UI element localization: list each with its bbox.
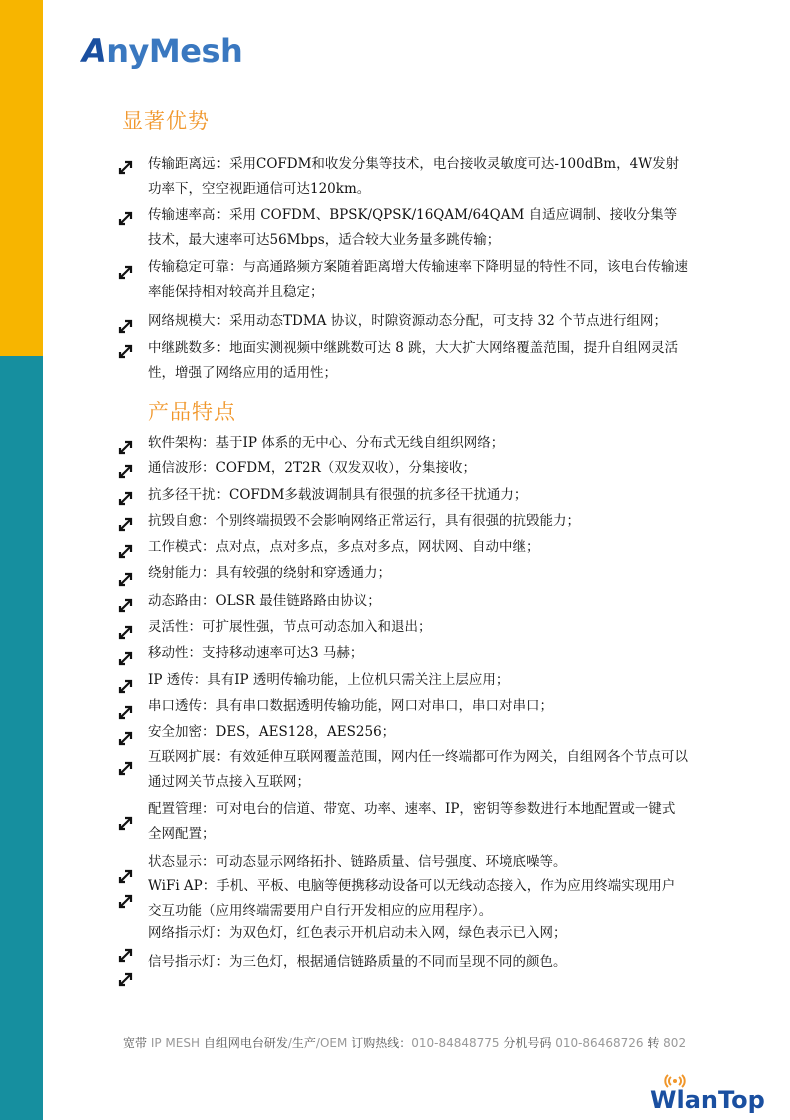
feature-item: 软件架构：基于IP 体系的无中心、分布式无线自组织网络； xyxy=(148,435,505,451)
feature-item: 工作模式：点对点，点对多点，多点对多点，网状网、自动中继； xyxy=(148,539,540,555)
arrow-bullet-icon xyxy=(118,490,134,506)
arrow-bullet-icon xyxy=(118,704,134,720)
feature-item: WiFi AP：手机、平板、电脑等便携移动设备可以无线动态接入，作为应用终端实现用户交互功能（应用终端需要用户自行开发相应的应用程序）。 xyxy=(148,878,676,919)
anymesh-logo: AnyMesh xyxy=(82,32,243,70)
feature-item: 互联网扩展：有效延伸互联网覆盖范围，网内任一终端都可作为网关，自组网各个节点可以通过网关节点接入互联网； xyxy=(148,749,688,790)
advantage-item: 中继跳数多：地面实测视频中继跳数可达 8 跳，大大扩大网络覆盖范围，提升自组网灵活性，增强了网络应用的适用性； xyxy=(148,340,679,381)
feature-item: 抗毁自愈：个别终端损毁不会影响网络正常运行，具有很强的抗毁能力； xyxy=(148,513,580,529)
arrow-bullet-icon xyxy=(118,650,134,666)
feature-item: 通信波形：COFDM，2T2R（双发双收），分集接收； xyxy=(148,460,477,476)
arrow-bullet-icon xyxy=(118,343,134,359)
accent-bar-teal xyxy=(0,356,43,1120)
arrow-bullet-icon xyxy=(118,730,134,746)
feature-item: 绕射能力：具有较强的绕射和穿透通力； xyxy=(148,565,391,581)
accent-bar-yellow xyxy=(0,0,43,356)
feature-item: 信号指示灯：为三色灯，根据通信链路质量的不同而呈现不同的颜色。 xyxy=(148,954,567,970)
arrow-bullet-icon xyxy=(118,971,134,987)
arrow-bullet-icon xyxy=(118,571,134,587)
arrow-bullet-icon xyxy=(118,678,134,694)
section-title-features: 产品特点 xyxy=(148,400,236,424)
advantage-item: 传输速率高：采用 COFDM、BPSK/QPSK/16QAM/64QAM 自适应调制、接收分集等技术，最大速率可达56Mbps，适合较大业务量多跳传输； xyxy=(148,207,678,248)
feature-item: 安全加密：DES，AES128，AES256； xyxy=(148,724,396,740)
feature-item: 状态显示：可动态显示网络拓扑、链路质量、信号强度、环境底噪等。 xyxy=(148,854,567,870)
advantage-item: 传输稳定可靠：与高通路频方案随着距离增大传输速率下降明显的特性不同，该电台传输速率能保持相对较高并且稳定； xyxy=(148,259,688,300)
arrow-bullet-icon xyxy=(118,815,134,831)
arrow-bullet-icon xyxy=(118,463,134,479)
advantage-item: 传输距离远：采用COFDM和收发分集等技术，电台接收灵敏度可达-100dBm，4W发射功率下，空空视距通信可达120km。 xyxy=(148,156,680,197)
advantage-item: 网络规模大：采用动态TDMA 协议，时隙资源动态分配，可支持 32 个节点进行组网； xyxy=(148,313,667,329)
arrow-bullet-icon xyxy=(118,543,134,559)
arrow-bullet-icon xyxy=(118,318,134,334)
wlantop-logo: WlanTop xyxy=(650,1086,765,1114)
arrow-bullet-icon xyxy=(118,947,134,963)
arrow-bullet-icon xyxy=(118,868,134,884)
feature-item: IP 透传：具有IP 透明传输功能，上位机只需关注上层应用； xyxy=(148,672,510,688)
arrow-bullet-icon xyxy=(118,210,134,226)
feature-item: 串口透传：具有串口数据透明传输功能，网口对串口，串口对串口； xyxy=(148,698,553,714)
arrow-bullet-icon xyxy=(118,264,134,280)
feature-item: 动态路由：OLSR 最佳链路路由协议； xyxy=(148,593,381,609)
arrow-bullet-icon xyxy=(118,760,134,776)
feature-item: 移动性：支持移动速率可达3 马赫； xyxy=(148,645,364,661)
arrow-bullet-icon xyxy=(118,159,134,175)
section-title-advantages: 显著优势 xyxy=(122,109,210,133)
feature-item: 配置管理：可对电台的信道、带宽、功率、速率、IP，密钥等参数进行本地配置或一键式全网配置； xyxy=(148,801,676,842)
footer-contact: 宽带 IP MESH 自组网电台研发/生产/OEM 订购热线：010-84848775 分机号码 010-86468726 转 802 xyxy=(123,1036,687,1050)
feature-item: 抗多径干扰：COFDM多载波调制具有很强的抗多径干扰通力； xyxy=(148,487,528,503)
arrow-bullet-icon xyxy=(118,439,134,455)
arrow-bullet-icon xyxy=(118,624,134,640)
feature-item: 网络指示灯：为双色灯，红色表示开机启动未入网，绿色表示已入网； xyxy=(148,925,567,941)
arrow-bullet-icon xyxy=(118,597,134,613)
feature-item: 灵活性：可扩展性强，节点可动态加入和退出； xyxy=(148,619,432,635)
arrow-bullet-icon xyxy=(118,893,134,909)
arrow-bullet-icon xyxy=(118,516,134,532)
